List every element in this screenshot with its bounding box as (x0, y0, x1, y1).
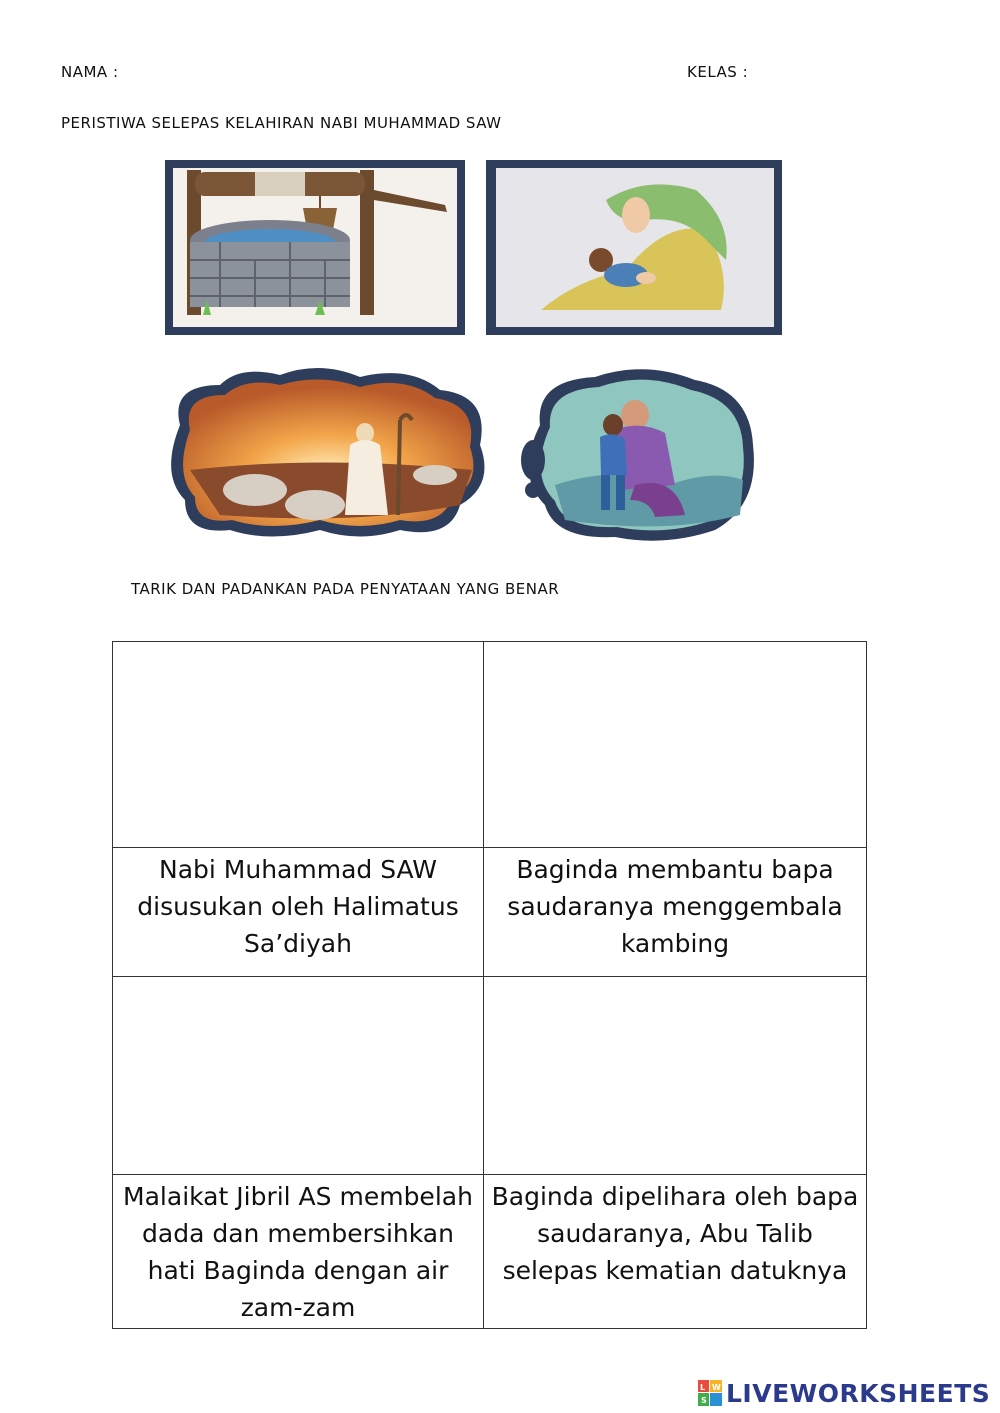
class-label: KELAS : (687, 63, 749, 81)
drop-zone-4[interactable] (484, 977, 867, 1175)
svg-text:S: S (701, 1396, 707, 1405)
drop-zone-1[interactable] (113, 642, 484, 848)
shepherd-with-sheep-icon (160, 365, 495, 540)
uncle-hugging-child-icon (515, 365, 760, 545)
statement-1: Nabi Muhammad SAW disusukan oleh Halimatus Sa’diyah (113, 848, 484, 977)
statement-3: Malaikat Jibril AS membelah dada dan membersihkan hati Baginda dengan air zam-zam (113, 1175, 484, 1329)
drop-zone-2[interactable] (484, 642, 867, 848)
draggable-image-nursing[interactable] (486, 160, 782, 335)
name-label: NAMA : (61, 63, 119, 81)
logo-text: LIVEWORKSHEETS (726, 1378, 991, 1408)
liveworksheets-logo (698, 1378, 990, 1408)
draggable-image-well[interactable] (165, 160, 465, 335)
mother-nursing-baby-icon (486, 160, 782, 335)
draggable-image-hug[interactable] (515, 365, 760, 545)
drop-zone-3[interactable] (113, 977, 484, 1175)
liveworksheets-icon (698, 1380, 722, 1406)
well-icon (165, 160, 465, 335)
statement-4: Baginda dipelihara oleh bapa saudaranya, Abu Talib selepas kematian datuknya (484, 1175, 867, 1329)
svg-text:L: L (700, 1383, 706, 1392)
svg-text:W: W (712, 1383, 721, 1392)
topic-title: PERISTIWA SELEPAS KELAHIRAN NABI MUHAMMAD SAW (61, 114, 502, 132)
draggable-image-shepherd[interactable] (160, 365, 495, 540)
instruction-text: TARIK DAN PADANKAN PADA PENYATAAN YANG BENAR (131, 580, 560, 598)
statement-2: Baginda membantu bapa saudaranya menggembala kambing (484, 848, 867, 977)
matching-table (112, 641, 867, 1329)
